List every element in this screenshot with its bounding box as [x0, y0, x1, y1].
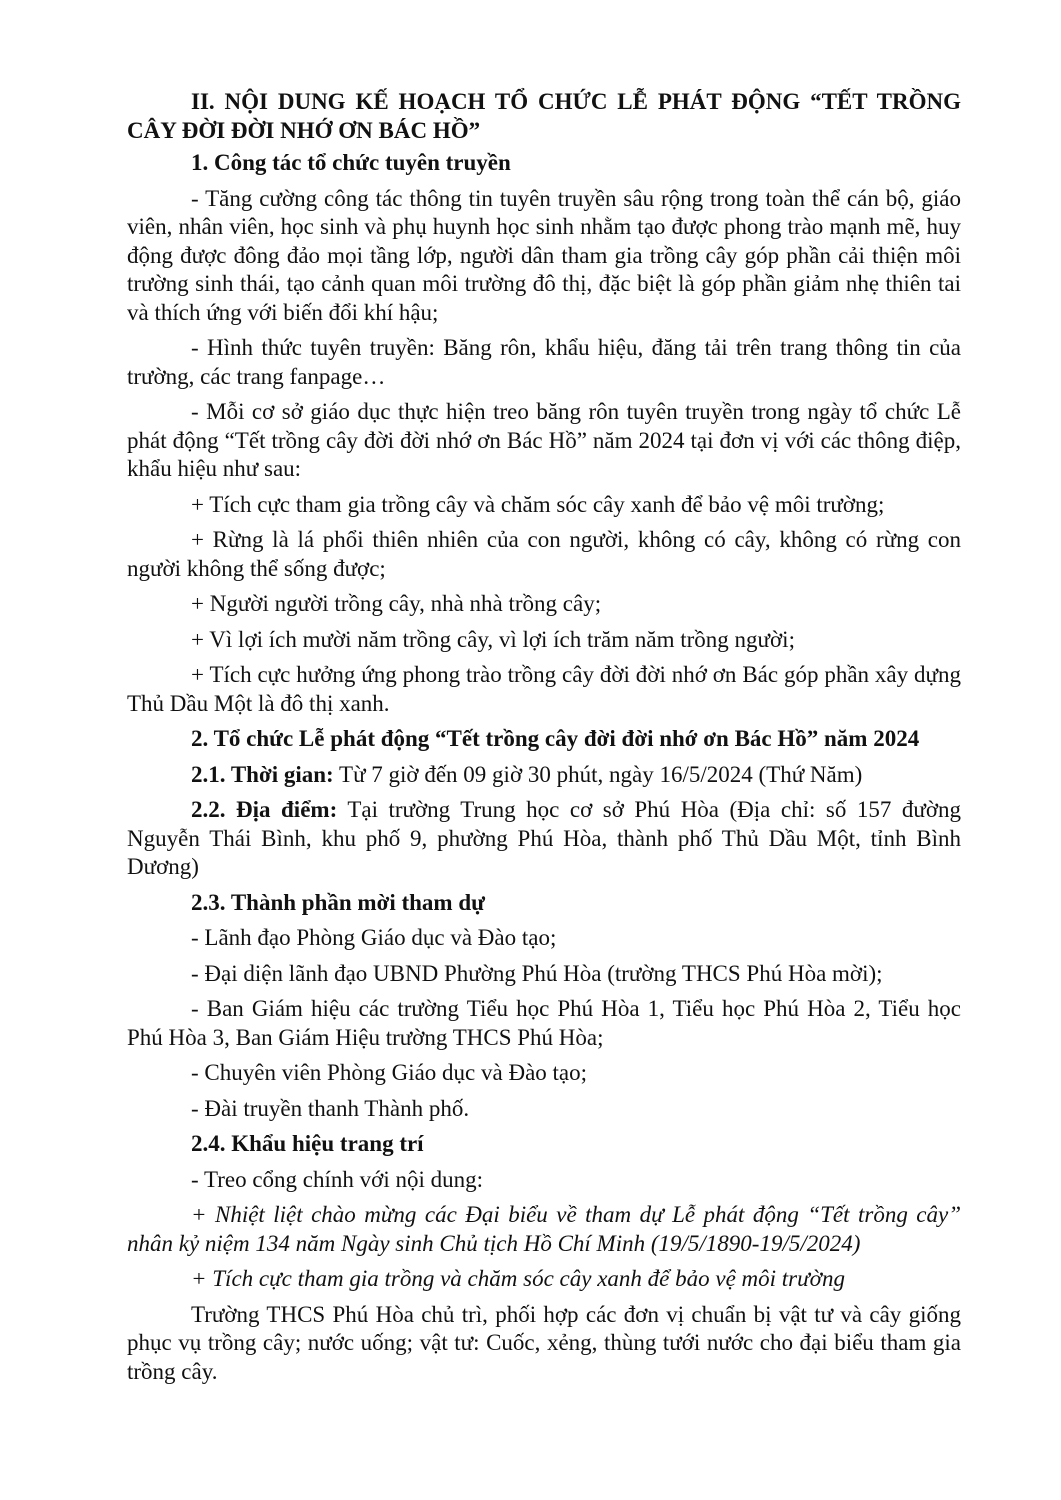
closing-paragraph: Trường THCS Phú Hòa chủ trì, phối hợp các đơn vị chuẩn bị vật tư và cây giống phục vụ trồng cây; nước uống; vật tư: Cuốc, xẻng, thùng tưới nước cho đại biểu tham gia trồng cây.: [127, 1301, 961, 1384]
guest-item: - Đài truyền thanh Thành phố.: [191, 1095, 470, 1121]
gate-slogan: + Nhiệt liệt chào mừng các Đại biểu về tham dự Lễ phát động “Tết trồng cây” nhân kỷ niệm 134 năm Ngày sinh Chủ tịch Hồ Chí Minh (19/5/1890-19/5/2024): [127, 1202, 961, 1256]
time-value: Từ 7 giờ đến 09 giờ 30 phút, ngày 16/5/2024 (Thứ Năm): [333, 761, 863, 787]
guest-item: - Chuyên viên Phòng Giáo dục và Đào tạo;: [191, 1060, 588, 1085]
main-heading: II. NỘI DUNG KẾ HOẠCH TỔ CHỨC LỄ PHÁT ĐỘNG “TẾT TRỒNG CÂY ĐỜI ĐỜI NHỚ ƠN BÁC HỒ”: [127, 89, 961, 143]
guest-item: - Lãnh đạo Phòng Giáo dục và Đào tạo;: [191, 925, 557, 950]
document-page: [127, 88, 961, 1393]
slogan-item: + Vì lợi ích mười năm trồng cây, vì lợi ích trăm năm trồng người;: [191, 626, 795, 652]
guests-title: 2.3. Thành phần mời tham dự: [191, 889, 485, 915]
slogan-section-title: 2.4. Khẩu hiệu trang trí: [191, 1131, 424, 1156]
paragraph: - Tăng cường công tác thông tin tuyên truyền sâu rộng trong toàn thể cán bộ, giáo viên, nhân viên, học sinh và phụ huynh học sinh nhằm tạo được phong trào mạnh mẽ, huy động được đông đảo mọi tầng lớp, người dân tham gia trồng cây góp phần cải thiện môi trường sinh thái, tạo cảnh quan môi trường đô thị, đặc biệt là góp phần giảm nhẹ thiên tai và thích ứng với biến đổi khí hậu;: [127, 185, 961, 325]
slogan-item: + Người người trồng cây, nhà nhà trồng cây;: [191, 591, 602, 616]
section-2-title: 2. Tổ chức Lễ phát động “Tết trồng cây đời đời nhớ ơn Bác Hồ” năm 2024: [191, 726, 920, 751]
slogan-item: + Tích cực tham gia trồng cây và chăm sóc cây xanh để bảo vệ môi trường;: [191, 491, 885, 517]
place-label: 2.2. Địa điểm:: [191, 797, 338, 822]
guest-item: - Đại diện lãnh đạo UBND Phường Phú Hòa (trường THCS Phú Hòa mời);: [191, 960, 883, 986]
paragraph: - Hình thức tuyên truyền: Băng rôn, khẩu hiệu, đăng tải trên trang thông tin của trường, các trang fanpage…: [127, 335, 961, 389]
section-1-title: 1. Công tác tổ chức tuyên truyền: [191, 150, 511, 175]
place-value: Tại trường Trung học cơ sở Phú Hòa (Địa chỉ: số 157 đường Nguyễn Thái Bình, khu phố 9, phường Phú Hòa, thành phố Thủ Dầu Một, tỉnh Bình Dương): [127, 797, 961, 879]
time-label: 2.1. Thời gian:: [191, 761, 334, 787]
guest-item: - Ban Giám hiệu các trường Tiểu học Phú Hòa 1, Tiểu học Phú Hòa 2, Tiểu học Phú Hòa 3, Ban Giám Hiệu trường THCS Phú Hòa;: [127, 996, 961, 1050]
time-paragraph: [127, 761, 961, 790]
gate-slogan: + Tích cực tham gia trồng và chăm sóc cây xanh để bảo vệ môi trường: [191, 1266, 845, 1291]
paragraph: - Mỗi cơ sở giáo dục thực hiện treo băng rôn tuyên truyền trong ngày tổ chức Lễ phát động “Tết trồng cây đời đời nhớ ơn Bác Hồ” năm 2024 tại đơn vị với các thông điệp, khẩu hiệu như sau:: [127, 399, 961, 481]
slogan-item: + Rừng là lá phổi thiên nhiên của con người, không có cây, không có rừng con người không thể sống được;: [127, 527, 961, 581]
place-paragraph: [127, 796, 961, 882]
slogan-item: + Tích cực hưởng ứng phong trào trồng cây đời đời nhớ ơn Bác góp phần xây dựng Thủ Dầu Một là đô thị xanh.: [127, 662, 961, 716]
gate-paragraph: - Treo cổng chính với nội dung:: [191, 1166, 483, 1192]
